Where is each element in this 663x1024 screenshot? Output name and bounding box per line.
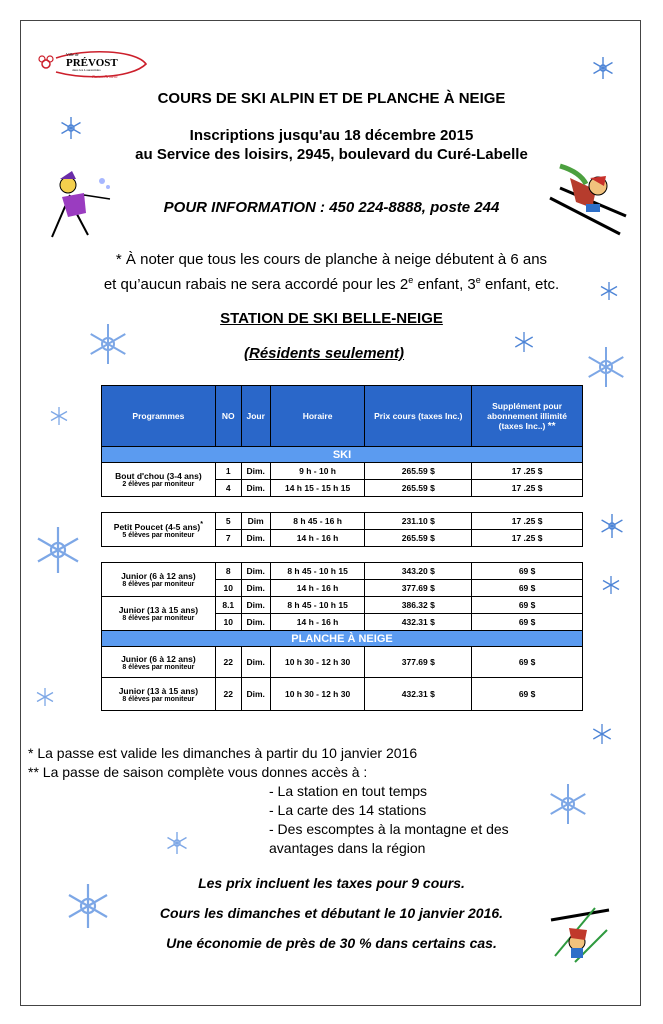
footer-item-2: - La carte des 14 stations xyxy=(269,802,427,818)
snowflake-icon xyxy=(546,782,590,826)
table-row: 7 Dim. 14 h - 16 h 265.59 $ 17 .25 $ xyxy=(102,530,583,547)
page-title: COURS DE SKI ALPIN ET DE PLANCHE À NEIGE xyxy=(157,90,506,107)
table-row: Junior (6 à 12 ans) 8 élèves par moniteur 8 Dim. 8 h 45 - 10 h 15 343.20 $ 69 $ xyxy=(102,563,583,580)
residents-note: (Résidents seulement) xyxy=(244,345,405,362)
table-header xyxy=(102,386,583,447)
prevost-logo xyxy=(36,48,148,82)
closing-line2: Cours les dimanches et débutant le 10 janvier 2016. xyxy=(159,905,504,921)
col-no: NO xyxy=(215,386,241,447)
logo-line1: Ville de xyxy=(66,52,79,57)
program-junior-13-15: Junior (13 à 15 ans) 8 élèves par moniteur xyxy=(102,597,216,631)
snowflake-icon xyxy=(598,512,626,540)
snowflake-icon xyxy=(86,322,130,366)
station-title: STATION DE SKI BELLE-NEIGE xyxy=(220,310,443,327)
logo-line3: dans les Laurentides xyxy=(72,68,101,72)
closing-line1: Les prix incluent les taxes pour 9 cours. xyxy=(198,875,465,891)
table-row: 10 Dim. 14 h - 16 h 432.31 $ 69 $ xyxy=(102,614,583,631)
table-spacer xyxy=(102,547,583,563)
col-programmes: Programmes xyxy=(102,386,216,447)
program-poucet: Petit Poucet (4-5 ans)* 5 élèves par moniteur xyxy=(102,513,216,547)
program-board-junior-13-15: Junior (13 à 15 ans) 8 élèves par moniteur xyxy=(102,678,216,711)
table-row: 10 Dim. 14 h - 16 h 377.69 $ 69 $ xyxy=(102,580,583,597)
logo-name: PRÉVOST xyxy=(66,57,118,69)
logo-tag: Naturellement xyxy=(92,74,118,79)
footer-item-1: - La station en tout temps xyxy=(269,783,427,799)
note-line1: * À noter que tous les cours de planche à neige débutent à 6 ans xyxy=(115,251,548,268)
registration-line1: Inscriptions jusqu'au 18 décembre 2015 xyxy=(189,127,474,144)
table-row: Junior (13 à 15 ans) 8 élèves par moniteur 8.1 Dim. 8 h 45 - 10 h 15 386.32 $ 69 $ xyxy=(102,597,583,614)
col-prix: Prix cours (taxes Inc.) xyxy=(365,386,472,447)
table-row: 4 Dim. 14 h 15 - 15 h 15 265.59 $ 17 .25 $ xyxy=(102,480,583,497)
table-row: Petit Poucet (4-5 ans)* 5 élèves par moniteur 5 Dim 8 h 45 - 16 h 231.10 $ 17 .25 $ xyxy=(102,513,583,530)
snowflake-icon xyxy=(598,280,620,302)
col-jour: Jour xyxy=(241,386,270,447)
footer-line2: ** La passe de saison complète vous donnes accès à : xyxy=(28,764,368,780)
col-supplement: Supplément pour abonnement illimité (taxes Inc..) ** xyxy=(472,386,583,447)
skier-right-icon xyxy=(540,158,630,238)
program-junior-6-12: Junior (6 à 12 ans) 8 élèves par moniteur xyxy=(102,563,216,597)
snowflake-icon xyxy=(33,525,83,575)
snowflake-icon xyxy=(58,115,84,141)
table-spacer xyxy=(102,497,583,513)
snowflake-icon xyxy=(512,330,536,354)
table-row: Junior (6 à 12 ans) 8 élèves par moniteur 22 Dim. 10 h 30 - 12 h 30 377.69 $ 69 $ xyxy=(102,647,583,678)
note-line2: et qu’aucun rabais ne sera accordé pour les 2e enfant, 3e enfant, etc. xyxy=(103,275,560,293)
section-ski: SKI xyxy=(102,447,583,463)
table-row: Bout d'chou (3-4 ans) 2 élèves par moniteur 1 Dim. 9 h - 10 h 265.59 $ 17 .25 $ xyxy=(102,463,583,480)
snowflake-icon xyxy=(64,882,112,930)
footer-line1: * La passe est valide les dimanches à partir du 10 janvier 2016 xyxy=(28,745,418,761)
program-board-junior-6-12: Junior (6 à 12 ans) 8 élèves par moniteur xyxy=(102,647,216,678)
skier-bottom-icon xyxy=(545,900,615,970)
snowflake-icon xyxy=(48,405,70,427)
registration-line2: au Service des loisirs, 2945, boulevard du Curé-Labelle xyxy=(135,146,528,163)
info-line: POUR INFORMATION : 450 224-8888, poste 244 xyxy=(163,199,500,216)
program-boutdchou: Bout d'chou (3-4 ans) 2 élèves par moniteur xyxy=(102,463,216,497)
snowflake-icon xyxy=(34,686,56,708)
snowflake-icon xyxy=(590,55,616,81)
footer-item-3: - Des escomptes à la montagne et des xyxy=(269,821,509,837)
table-row: Junior (13 à 15 ans) 8 élèves par moniteur 22 Dim. 10 h 30 - 12 h 30 432.31 $ 69 $ xyxy=(102,678,583,711)
price-table xyxy=(101,385,583,711)
skier-left-icon xyxy=(40,165,120,245)
footer-item-4: avantages dans la région xyxy=(269,840,426,856)
snowflake-icon xyxy=(600,574,622,596)
snowflake-icon xyxy=(584,345,628,389)
snowflake-icon xyxy=(164,830,190,856)
section-planche: PLANCHE À NEIGE xyxy=(102,631,583,647)
col-horaire: Horaire xyxy=(270,386,365,447)
snowflake-icon xyxy=(590,722,614,746)
closing-line3: Une économie de près de 30 % dans certains cas. xyxy=(166,935,497,951)
